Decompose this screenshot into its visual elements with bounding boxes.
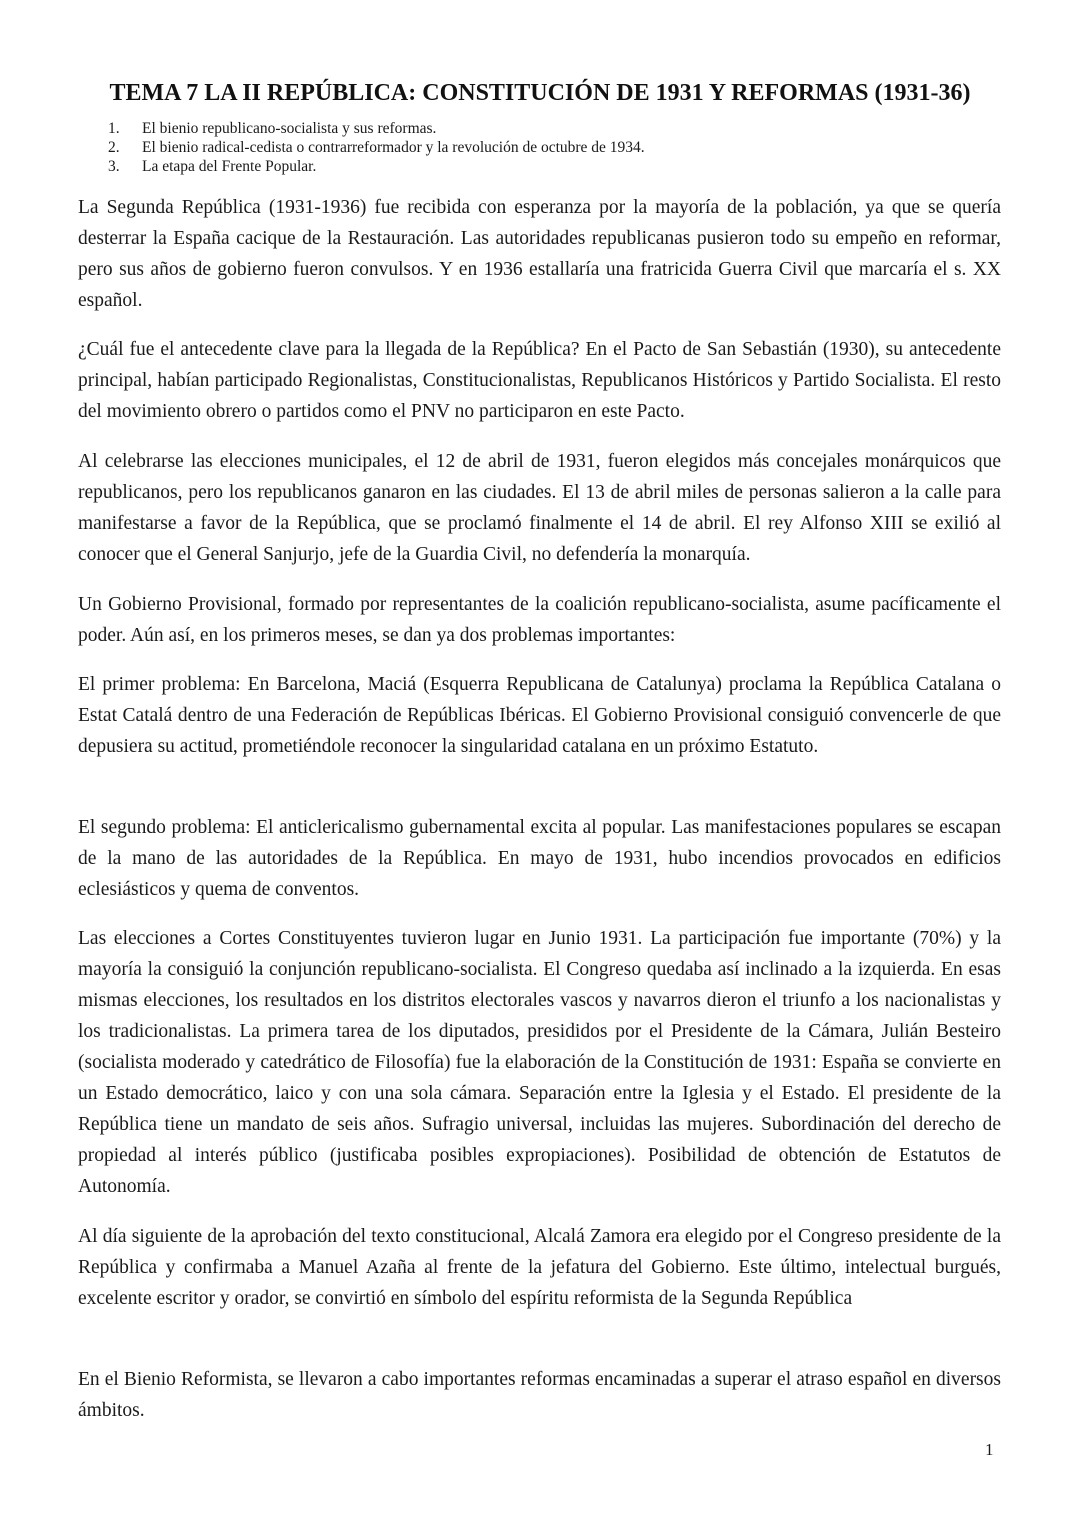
paragraph-intro: La Segunda República (1931-1936) fue recibida con esperanza por la mayoría de la población, ya que se quería desterrar la España cacique de la Restauración. Las autoridades republicanas pusieron todo su empeño en reformar, pero sus años de gobierno fueron convulsos. Y en 1936 estallaría una fratricida Guerra Civil que marcaría el s. XX español. [78, 197, 1001, 311]
outline-item-number: 3. [108, 158, 120, 175]
outline-item [108, 138, 645, 157]
document-title: TEMA 7 LA II REPÚBLICA: CONSTITUCIÓN DE 1931 Y REFORMAS (1931-36) [109, 80, 971, 106]
outline-item-number: 1. [108, 120, 120, 137]
paragraph-gobierno-provisional: Un Gobierno Provisional, formado por representantes de la coalición republicano-socialista, asume pacíficamente el poder. Aún así, en los primeros meses, se dan ya dos problemas importantes: [78, 594, 1001, 646]
paragraph-bienio-reformista: En el Bienio Reformista, se llevaron a cabo importantes reformas encaminadas a superar el atraso español en diversos ámbitos. [78, 1369, 1001, 1421]
outline-item-number: 2. [108, 139, 120, 156]
outline-list [108, 119, 645, 176]
outline-item [108, 157, 645, 176]
paragraph-alcala-zamora: Al día siguiente de la aprobación del texto constitucional, Alcalá Zamora era elegido por el Congreso presidente de la República y confirmaba a Manuel Azaña al frente de la jefatura del Gobierno. Este último, intelectual burgués, excelente escritor y orador, se convirtió en símbolo del espíritu reformista de la Segunda República [78, 1226, 1001, 1309]
paragraph-segundo-problema: El segundo problema: El anticlericalismo gubernamental excita al popular. Las manifestaciones populares se escapan de la mano de las autoridades de la República. En mayo de 1931, hubo incendios provocados en edificios eclesiásticos y quema de conventos. [78, 817, 1001, 900]
outline-item-text: El bienio radical-cedista o contrarreformador y la revolución de octubre de 1934. [142, 139, 645, 156]
outline-item-text: El bienio republicano-socialista y sus reformas. [142, 120, 437, 137]
outline-item [108, 119, 645, 138]
paragraph-cortes-constituyentes: Las elecciones a Cortes Constituyentes tuvieron lugar en Junio 1931. La participación fue importante (70%) y la mayoría la consiguió la conjunción republicano-socialista. El Congreso quedaba así inclinado a la izquierda. En esas mismas elecciones, los resultados en los distritos electorales vascos y navarros dieron el triunfo a los nacionalistas y los tradicionalistas. La primera tarea de los diputados, presididos por el Presidente de la Cámara, Julián Besteiro (socialista moderado y catedrático de Filosofía) fue la elaboración de la Constitución de 1931: España se convierte en un Estado democrático, laico y con una sola cámara. Separación entre la Iglesia y el Estado. El presidente de la República tiene un mandato de seis años. Sufragio universal, incluidas las mujeres. Subordinación del derecho de propiedad al interés público (justificaba posibles expropiaciones). Posibilidad de obtención de Estatutos de Autonomía. [78, 928, 1001, 1197]
paragraph-primer-problema: El primer problema: En Barcelona, Maciá (Esquerra Republicana de Catalunya) proclama la República Catalana o Estat Catalá dentro de una Federación de Repúblicas Ibéricas. El Gobierno Provisional consiguió convencerle de que depusiera su actitud, prometiéndole reconocer la singularidad catalana en un próximo Estatuto. [78, 674, 1001, 757]
paragraph-pacto-san-sebastian: ¿Cuál fue el antecedente clave para la llegada de la República? En el Pacto de San Sebastián (1930), su antecedente principal, habían participado Regionalistas, Constitucionalistas, Republicanos Históricos y Partido Socialista. El resto del movimiento obrero o partidos como el PNV no participaron en este Pacto. [78, 339, 1001, 422]
outline-item-text: La etapa del Frente Popular. [142, 158, 317, 175]
paragraph-elecciones-municipales: Al celebrarse las elecciones municipales, el 12 de abril de 1931, fueron elegidos más concejales monárquicos que republicanos, pero los republicanos ganaron en las ciudades. El 13 de abril miles de personas salieron a la calle para manifestarse a favor de la República, que se proclamó finalmente el 14 de abril. El rey Alfonso XIII se exilió al conocer que el General Sanjurjo, jefe de la Guardia Civil, no defendería la monarquía. [78, 451, 1001, 565]
page-number: 1 [985, 1440, 994, 1459]
